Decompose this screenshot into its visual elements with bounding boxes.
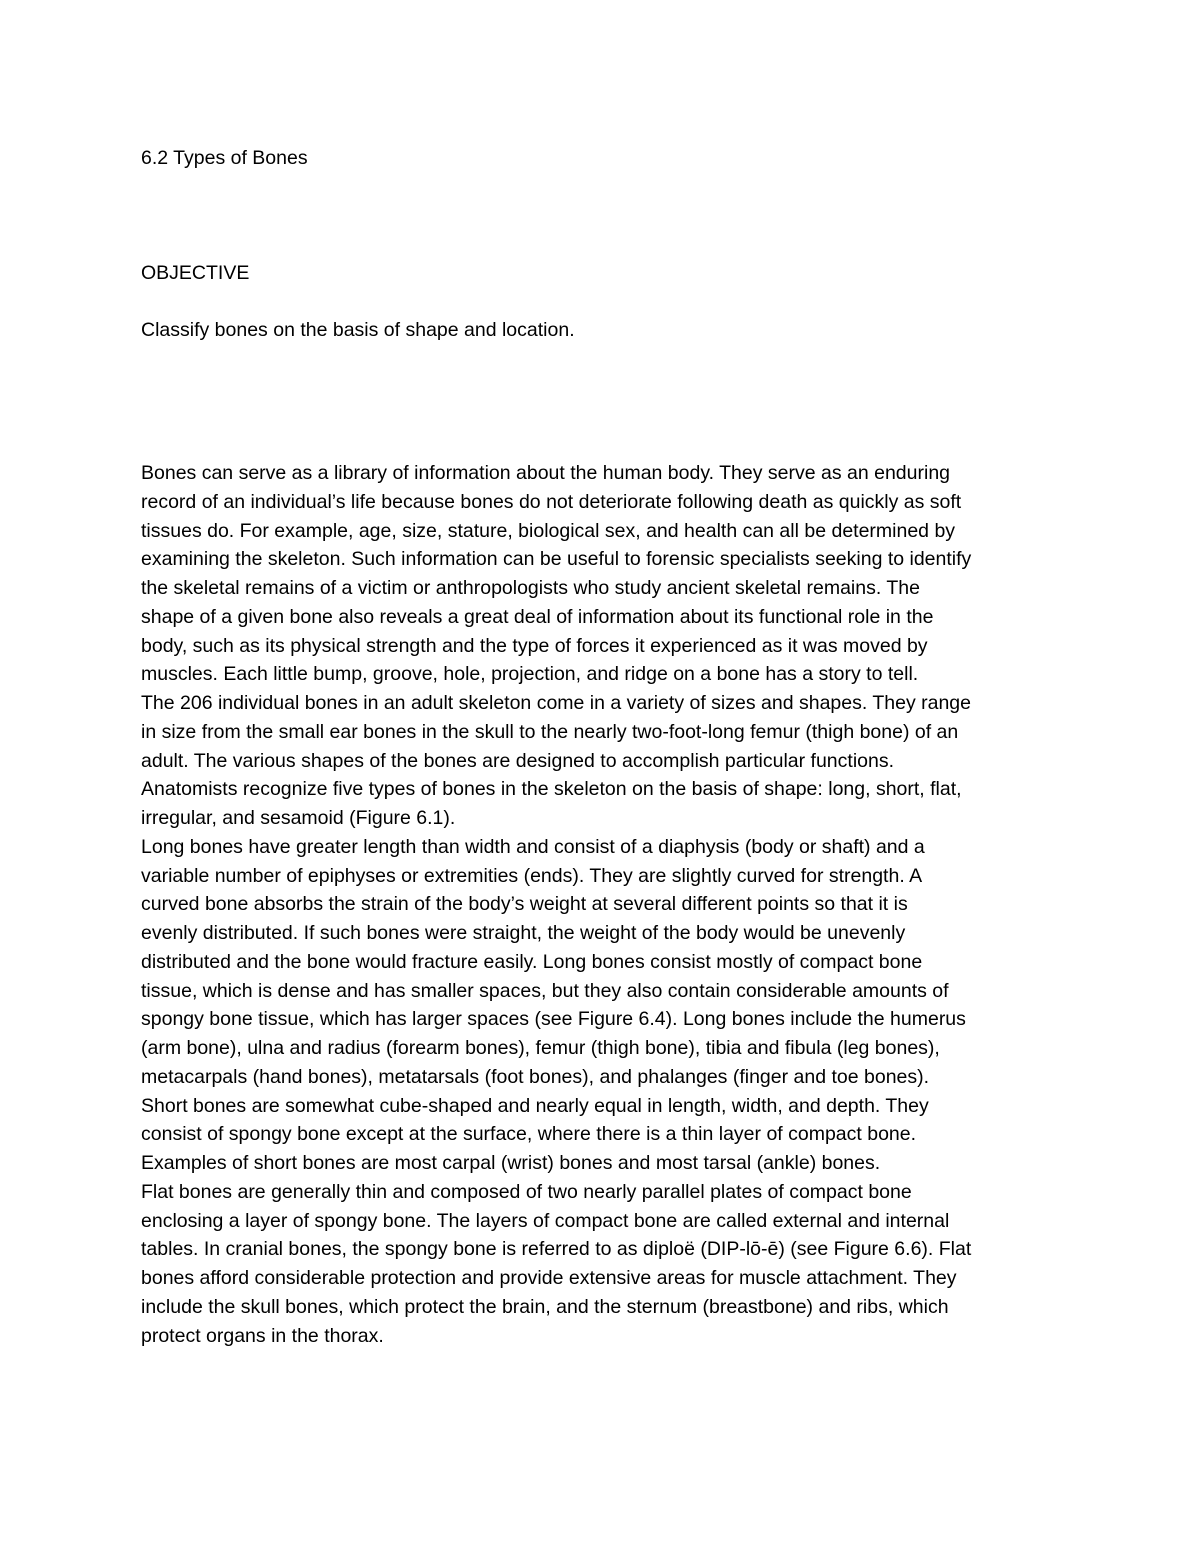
body-line: (arm bone), ulna and radius (forearm bones), femur (thigh bone), tibia and fibula (leg bones), [141,1037,940,1059]
body-line: Short bones are somewhat cube-shaped and nearly equal in length, width, and depth. They [141,1094,929,1117]
body-line: Long bones have greater length than width and consist of a diaphysis (body or shaft) and a [141,835,925,858]
body-line: record of an individual’s life because bones do not deteriorate following death as quickly as soft [141,490,962,513]
body-line: spongy bone tissue, which has larger spaces (see Figure 6.4). Long bones include the humerus [141,1008,966,1031]
body-line: tables. In cranial bones, the spongy bone is referred to as diploë (DIP-lō-ē) (see Figure 6.6). Flat [141,1238,972,1261]
body-line: in size from the small ear bones in the skull to the nearly two-foot-long femur (thigh bone) of an [141,720,959,743]
body-line: bones afford considerable protection and provide extensive areas for muscle attachment. They [141,1267,957,1289]
body-line: enclosing a layer of spongy bone. The layers of compact bone are called external and internal [141,1209,950,1232]
body-line: protect organs in the thorax. [141,1324,384,1347]
body-line: Anatomists recognize five types of bones in the skeleton on the basis of shape: long, short, flat, [141,778,962,801]
body-line: examining the skeleton. Such information can be useful to forensic specialists seeking to identify [141,548,972,571]
body-line: adult. The various shapes of the bones are designed to accomplish particular functions. [141,749,895,772]
body-line: tissues do. For example, age, size, stature, biological sex, and health can all be determined by [141,519,956,542]
body-line: metacarpals (hand bones), metatarsals (foot bones), and phalanges (finger and toe bones). [141,1065,930,1088]
body-line: irregular, and sesamoid (Figure 6.1). [141,807,456,829]
body-line: the skeletal remains of a victim or anthropologists who study ancient skeletal remains. The [141,577,920,599]
page-heading: 6.2 Types of Bones [141,147,308,169]
body-line: evenly distributed. If such bones were straight, the weight of the body would be unevenly [141,922,906,944]
body-line: include the skull bones, which protect the brain, and the sternum (breastbone) and ribs, which [141,1295,949,1318]
body-line: variable number of epiphyses or extremities (ends). They are slightly curved for strength. A [141,864,923,887]
body-line: consist of spongy bone except at the surface, where there is a thin layer of compact bone. [141,1123,917,1146]
body-line: body, such as its physical strength and the type of forces it experienced as it was moved by [141,634,928,657]
body-text [141,459,1066,1350]
objective-label: OBJECTIVE [141,262,250,284]
body-line: Examples of short bones are most carpal (wrist) bones and most tarsal (ankle) bones. [141,1152,881,1174]
body-line: shape of a given bone also reveals a great deal of information about its functional role in the [141,605,934,628]
body-line: muscles. Each little bump, groove, hole, projection, and ridge on a bone has a story to tell. [141,663,919,686]
body-line: Bones can serve as a library of information about the human body. They serve as an enduring [141,462,951,484]
body-line: The 206 individual bones in an adult skeleton come in a variety of sizes and shapes. They range [141,692,971,714]
body-line: Flat bones are generally thin and composed of two nearly parallel plates of compact bone [141,1180,912,1203]
body-line: curved bone absorbs the strain of the body’s weight at several different points so that it is [141,893,908,916]
body-line: tissue, which is dense and has smaller spaces, but they also contain considerable amounts of [141,979,949,1002]
body-line: distributed and the bone would fracture easily. Long bones consist mostly of compact bone [141,950,923,973]
objective-text: Classify bones on the basis of shape and location. [141,319,575,341]
